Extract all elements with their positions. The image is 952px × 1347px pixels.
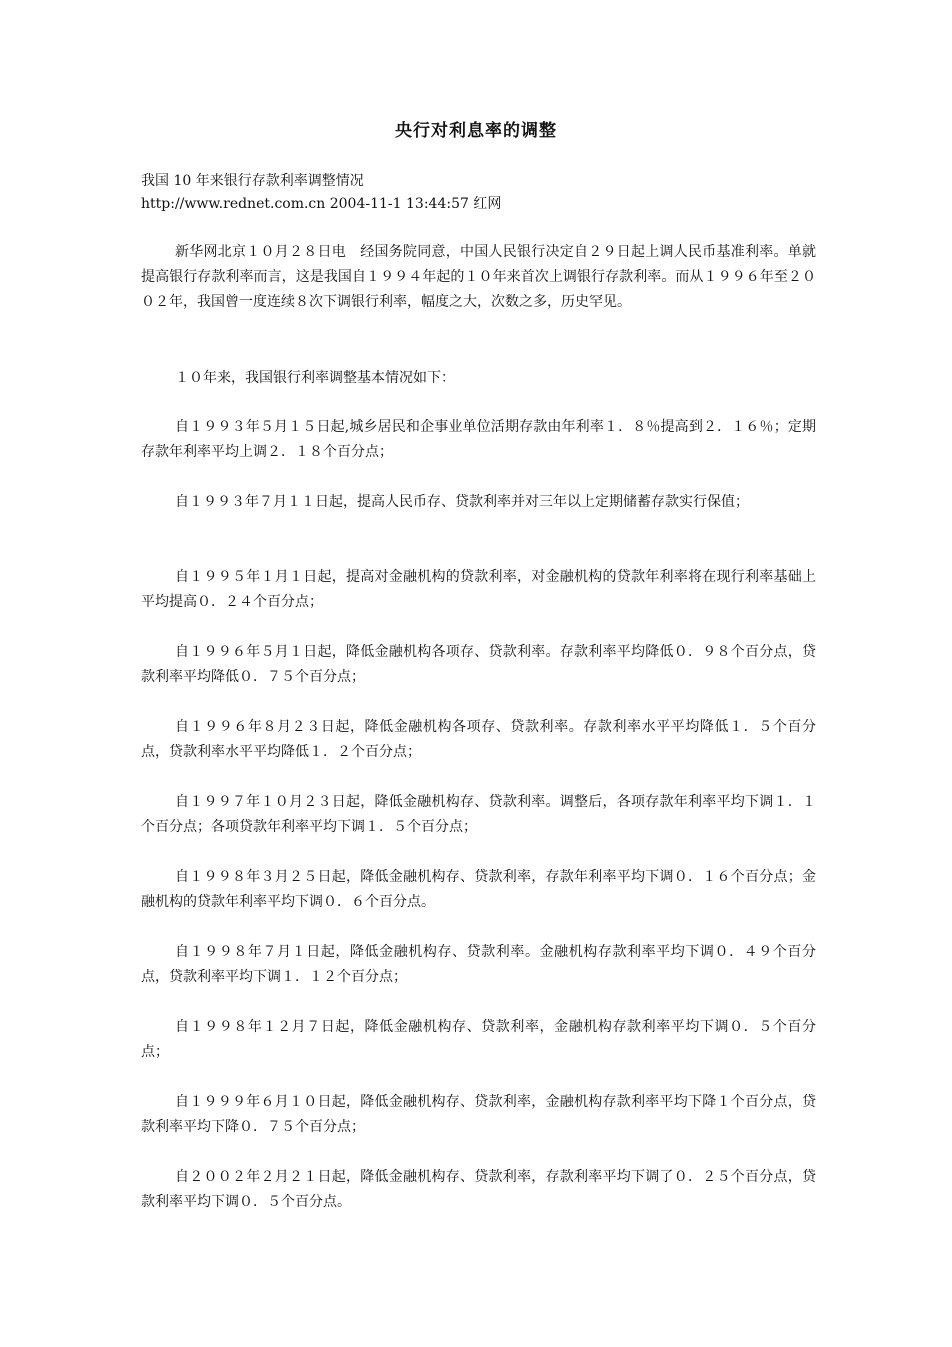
paragraph-1998-dec: 自１９９８年１２月７日起，降低金融机构存、贷款利率，金融机构存款利率平均下调０．５个百分点； — [141, 1019, 816, 1060]
paragraph-1997-oct: 自１９９７年１０月２３日起，降低金融机构存、贷款利率。调整后，各项存款年利率平均下调１．１个百分点；各项贷款年利率平均下调１．５个百分点； — [141, 794, 816, 835]
paragraph-summary: １０年来，我国银行利率调整基本情况如下： — [175, 370, 455, 386]
paragraph-1998-jul: 自１９９８年７月１日起，降低金融机构存、贷款利率。金融机构存款利率平均下调０．４９个百分点，贷款利率平均下调１．１２个百分点； — [141, 944, 816, 985]
source-line: http://www.rednet.com.cn 2004-11-1 13:44:57 红网 — [141, 196, 502, 212]
paragraph-intro: 新华网北京１０月２８日电 经国务院同意，中国人民银行决定自２９日起上调人民币基准利率。单就提高银行存款利率而言，这是我国自１９９４年起的１０年来首次上调银行存款利率。而从１９９６年至２００２年，我国曾一度连续８次下调银行利率，幅度之大，次数之多，历史罕见。 — [141, 244, 816, 310]
paragraph-1993-may: 自１９９３年５月１５日起,城乡居民和企事业单位活期存款由年利率１．８％提高到２．１６％；定期存款年利率平均上调２．１８个百分点； — [141, 419, 816, 460]
paragraph-2002-feb: 自２００２年２月２１日起，降低金融机构存、贷款利率，存款利率平均下调了０．２５个百分点，贷款利率平均下调０．５个百分点。 — [141, 1169, 816, 1210]
document-title: 央行对利息率的调整 — [395, 121, 557, 141]
paragraph-1999-jun: 自１９９９年６月１０日起，降低金融机构存、贷款利率，金融机构存款利率平均下降１个百分点，贷款利率平均下降０．７５个百分点； — [141, 1094, 816, 1135]
document-subtitle: 我国 10 年来银行存款利率调整情况 — [141, 173, 364, 189]
paragraph-1998-mar: 自１９９８年３月２５日起，降低金融机构存、贷款利率，存款年利率平均下调０．１６个百分点；金融机构的贷款年利率平均下调０．６个百分点。 — [141, 869, 816, 910]
paragraph-1996-aug: 自１９９６年８月２３日起，降低金融机构各项存、贷款利率。存款利率水平平均降低１．５个百分点，贷款利率水平平均降低１．２个百分点； — [141, 719, 816, 760]
paragraph-1995-jan: 自１９９５年１月１日起，提高对金融机构的贷款利率，对金融机构的贷款年利率将在现行利率基础上平均提高０．２４个百分点； — [141, 569, 816, 610]
paragraph-1996-may: 自１９９６年５月１日起，降低金融机构各项存、贷款利率。存款利率平均降低０．９８个百分点，贷款利率平均降低０．７５个百分点； — [141, 644, 816, 685]
paragraph-1993-jul: 自１９９３年７月１１日起，提高人民币存、贷款利率并对三年以上定期储蓄存款实行保值； — [175, 494, 749, 510]
